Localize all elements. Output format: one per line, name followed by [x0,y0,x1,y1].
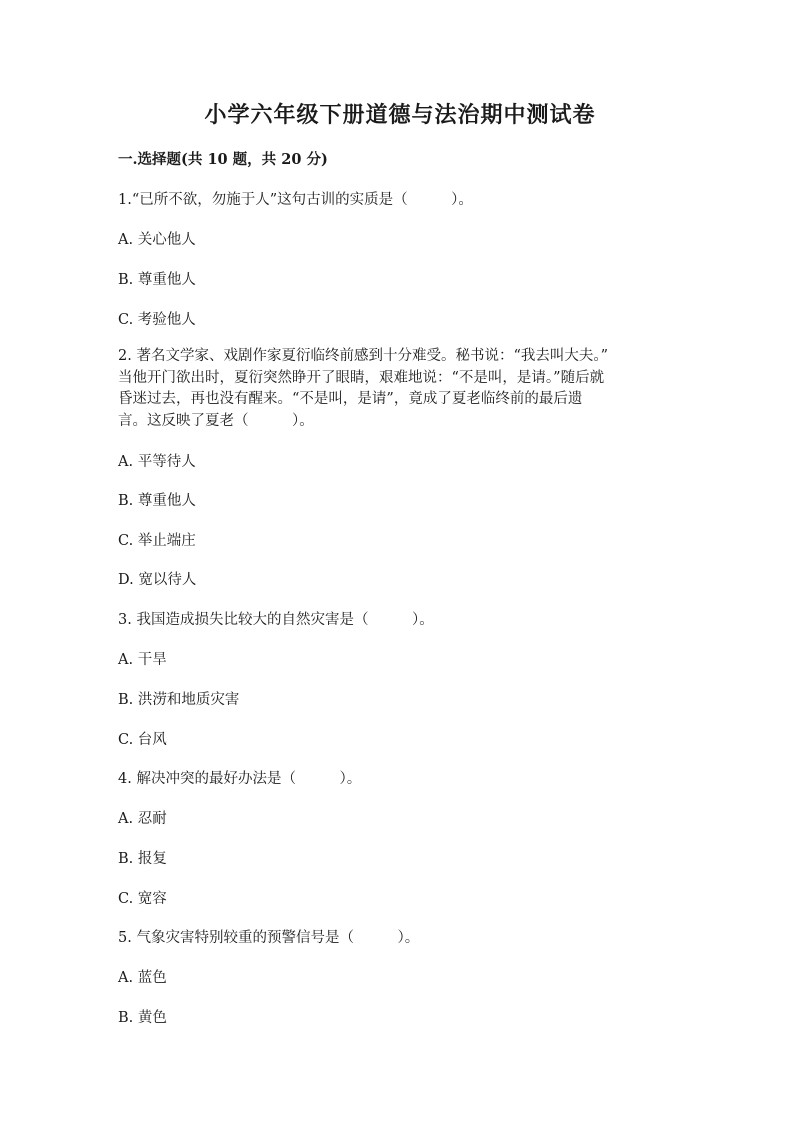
question-5-option-a: A. 蓝色 [118,970,167,986]
question-4-stem: 4. 解决冲突的最好办法是（ ）。 [118,771,362,787]
question-2-stem [118,346,688,432]
section-heading: 一.选择题(共 10 题，共 20 分) [118,151,328,168]
question-4-option-b: B. 报复 [118,851,167,867]
question-1-stem: 1.“已所不欲，勿施于人”这句古训的实质是（ ）。 [118,192,473,208]
question-2-stem-line-4: 言。这反映了夏老（ ）。 [118,412,314,429]
question-2-stem-line-1: 2. 著名文学家、戏剧作家夏衍临终前感到十分难受。秘书说：“我去叫大夫。” [118,348,609,364]
page-title: 小学六年级下册道德与法治期中测试卷 [204,102,596,128]
question-3-option-c: C. 台风 [118,732,167,748]
question-2-option-d: D. 宽以待人 [118,572,197,588]
question-1-option-c: C. 考验他人 [118,312,196,328]
question-4-option-a: A. 忍耐 [118,811,167,827]
question-3-stem: 3. 我国造成损失比较大的自然灾害是（ ）。 [118,612,434,628]
question-2-option-b: B. 尊重他人 [118,493,196,509]
question-5-option-b: B. 黄色 [118,1010,167,1026]
question-2-stem-line-2: 当他开门欲出时，夏衍突然睁开了眼睛，艰难地说：“不是叫，是请。”随后就 [118,369,605,386]
question-1-option-a: A. 关心他人 [118,232,196,248]
question-5-stem: 5. 气象灾害特别较重的预警信号是（ ）。 [118,930,420,946]
question-3-option-a: A. 干旱 [118,652,167,668]
question-1-option-b: B. 尊重他人 [118,272,196,288]
question-2-stem-line-3: 昏迷过去，再也没有醒来。“不是叫，是请”，竟成了夏老临终前的最后遗 [118,391,583,407]
question-2-option-a: A. 平等待人 [118,454,196,470]
question-2-option-c: C. 举止端庄 [118,533,196,549]
question-4-option-c: C. 宽容 [118,891,167,907]
question-3-option-b: B. 洪涝和地质灾害 [118,692,240,708]
